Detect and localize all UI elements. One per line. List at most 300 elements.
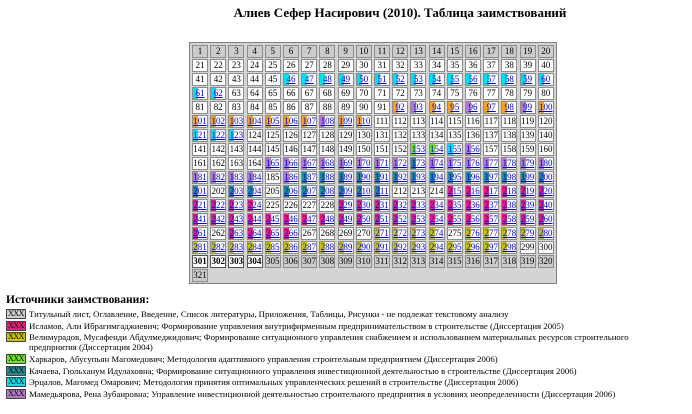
grid-cell-label: 123 (229, 130, 244, 140)
grid-cell-label: 281 (193, 242, 207, 252)
grid-cell-204[interactable] (247, 185, 263, 198)
grid-cell-86 (283, 101, 299, 114)
grid-cell-167[interactable] (301, 157, 317, 170)
grid-cell-label: 311 (375, 256, 389, 266)
grid-cell-83 (228, 101, 244, 114)
grid-cell-label: 57 (486, 74, 496, 84)
grid-cell-label: 312 (393, 256, 407, 266)
grid-cell-249[interactable] (338, 213, 354, 226)
grid-cell-label: 196 (466, 172, 480, 182)
grid-cell-165[interactable] (265, 157, 281, 170)
grid-cell-308 (319, 255, 335, 268)
grid-cell-130 (356, 129, 372, 142)
grid-cell-label: 17 (486, 46, 496, 56)
grid-cell-label: 49 (341, 74, 351, 84)
grid-cell-260[interactable] (538, 213, 554, 226)
grid-cell-label: 71 (377, 88, 387, 98)
grid-cell-18 (501, 45, 517, 58)
grid-cell-274[interactable] (429, 227, 445, 240)
grid-cell-222[interactable] (210, 199, 226, 212)
grid-cell-122[interactable] (210, 129, 226, 142)
grid-cell-142 (210, 143, 226, 156)
grid-cell-261[interactable] (192, 227, 208, 240)
grid-cell-259[interactable] (520, 213, 536, 226)
grid-cell-label: 172 (393, 158, 407, 168)
grid-cell-label: 55 (450, 74, 460, 84)
grid-cell-194[interactable] (429, 171, 445, 184)
grid-cell-273[interactable] (410, 227, 426, 240)
grid-cell-106[interactable] (283, 115, 299, 128)
grid-cell-146 (283, 143, 299, 156)
grid-cell-271[interactable] (374, 227, 390, 240)
grid-cell-label: 282 (211, 242, 225, 252)
grid-cell-label: 138 (502, 130, 517, 140)
grid-cell-277[interactable] (483, 227, 499, 240)
grid-cell-label: 27 (304, 60, 314, 70)
grid-cell-283[interactable] (228, 241, 244, 254)
grid-cell-255[interactable] (447, 213, 463, 226)
grid-cell-85 (265, 101, 281, 114)
grid-cell-170[interactable] (356, 157, 372, 170)
grid-cell-label: 147 (302, 144, 316, 154)
grid-cell-9 (338, 45, 354, 58)
grid-cell-248[interactable] (319, 213, 335, 226)
grid-cell-198[interactable] (501, 171, 517, 184)
grid-cell-65 (265, 87, 281, 100)
grid-cell-99[interactable] (520, 101, 536, 114)
grid-cell-label: 73 (413, 88, 423, 98)
grid-cell-label: 288 (320, 242, 335, 252)
grid-cell-258[interactable] (501, 213, 517, 226)
grid-cell-236[interactable] (465, 199, 481, 212)
grid-cell-191[interactable] (374, 171, 390, 184)
grid-cell-label: 290 (357, 242, 371, 252)
grid-cell-169[interactable] (338, 157, 354, 170)
grid-cell-182[interactable] (210, 171, 226, 184)
grid-cell-175[interactable] (447, 157, 463, 170)
grid-cell-244[interactable] (247, 213, 263, 226)
grid-cell-label: 284 (247, 242, 262, 252)
grid-cell-179[interactable] (520, 157, 536, 170)
grid-cell-93[interactable] (410, 101, 426, 114)
grid-cell-216[interactable] (465, 185, 481, 198)
grid-cell-label: 279 (520, 228, 535, 238)
grid-cell-label: 289 (338, 242, 353, 252)
source-color-swatch: XXX (6, 354, 26, 364)
grid-cell-label: 58 (504, 74, 514, 84)
grid-cell-34 (429, 59, 445, 72)
grid-cell-231[interactable] (374, 199, 390, 212)
grid-cell-282[interactable] (210, 241, 226, 254)
grid-cell-233[interactable] (410, 199, 426, 212)
grid-cell-183[interactable] (228, 171, 244, 184)
grid-cell-264[interactable] (247, 227, 263, 240)
grid-cell-label: 274 (429, 228, 444, 238)
grid-cell-54[interactable] (429, 73, 445, 86)
grid-cell-187[interactable] (301, 171, 317, 184)
grid-cell-51[interactable] (374, 73, 390, 86)
grid-cell-221[interactable] (192, 199, 208, 212)
grid-cell-label: 187 (302, 172, 316, 182)
grid-cell-label: 318 (502, 256, 517, 266)
grid-cell-label: 237 (484, 200, 498, 210)
grid-cell-label: 95 (450, 102, 460, 112)
grid-cell-229[interactable] (338, 199, 354, 212)
grid-cell-label: 152 (393, 144, 407, 154)
grid-cell-label: 5 (270, 46, 276, 56)
grid-cell-166[interactable] (283, 157, 299, 170)
grid-cell-284[interactable] (247, 241, 263, 254)
grid-cell-174[interactable] (429, 157, 445, 170)
grid-cell-label: 300 (539, 242, 553, 252)
grid-cell-label: 265 (266, 228, 280, 238)
grid-cell-203[interactable] (228, 185, 244, 198)
source-text: Велимурадов, Мусафенди Абдулмеджидович; Формирование ситуационного управления снабжением и использованием материальных ресурсов строительного (29, 332, 629, 342)
grid-cell-label: 153 (411, 144, 426, 154)
source-item (6, 332, 686, 352)
grid-cell-151 (374, 143, 390, 156)
grid-cell-label: 84 (250, 102, 260, 112)
grid-cell-60[interactable] (538, 73, 554, 86)
grid-cell-109[interactable] (338, 115, 354, 128)
grid-cell-19 (520, 45, 536, 58)
grid-cell-label: 243 (229, 214, 244, 224)
grid-cell-108[interactable] (319, 115, 335, 128)
grid-cell-label: 46 (286, 74, 296, 84)
grid-cell-155[interactable] (447, 143, 463, 156)
grid-cell-186[interactable] (283, 171, 299, 184)
grid-cell-211[interactable] (374, 185, 390, 198)
grid-cell-52[interactable] (392, 73, 408, 86)
grid-cell-192[interactable] (392, 171, 408, 184)
grid-cell-300 (538, 241, 554, 254)
grid-cell-label: 215 (448, 186, 462, 196)
grid-cell-98[interactable] (501, 101, 517, 114)
grid-cell-230[interactable] (356, 199, 372, 212)
grid-cell-label: 8 (325, 46, 330, 56)
grid-cell-label: 208 (320, 186, 335, 196)
grid-cell-153[interactable] (410, 143, 426, 156)
grid-cell-label: 56 (468, 74, 478, 84)
grid-cell-label: 26 (286, 60, 296, 70)
grid-cell-121[interactable] (192, 129, 208, 142)
grid-cell-220[interactable] (538, 185, 554, 198)
grid-cell-210[interactable] (356, 185, 372, 198)
grid-cell-label: 145 (266, 144, 280, 154)
grid-cell-95[interactable] (447, 101, 463, 114)
grid-cell-288[interactable] (319, 241, 335, 254)
grid-cell-280[interactable] (538, 227, 554, 240)
grid-cell-label: 270 (357, 228, 371, 238)
grid-cell-label: 32 (395, 60, 405, 70)
grid-cell-104[interactable] (247, 115, 263, 128)
grid-cell-291[interactable] (374, 241, 390, 254)
grid-cell-232[interactable] (392, 199, 408, 212)
grid-cell-168[interactable] (319, 157, 335, 170)
grid-cell-label: 254 (429, 214, 444, 224)
grid-cell-217[interactable] (483, 185, 499, 198)
grid-cell-247[interactable] (301, 213, 317, 226)
grid-cell-label: 96 (468, 102, 478, 112)
grid-cell-219[interactable] (520, 185, 536, 198)
grid-cell-181[interactable] (192, 171, 208, 184)
grid-cell-265[interactable] (265, 227, 281, 240)
grid-cell-47[interactable] (301, 73, 317, 86)
grid-cell-163 (228, 157, 244, 170)
grid-cell-100[interactable] (538, 101, 554, 114)
grid-cell-label: 205 (266, 186, 280, 196)
grid-cell-123[interactable] (228, 129, 244, 142)
grid-cell-218[interactable] (501, 185, 517, 198)
grid-cell-276[interactable] (465, 227, 481, 240)
grid-cell-102[interactable] (210, 115, 226, 128)
grid-cell-188[interactable] (319, 171, 335, 184)
grid-cell-239[interactable] (520, 199, 536, 212)
grid-cell-254[interactable] (429, 213, 445, 226)
grid-cell-253[interactable] (410, 213, 426, 226)
grid-cell-62[interactable] (210, 87, 226, 100)
grid-cell-126 (283, 129, 299, 142)
grid-cell-252[interactable] (392, 213, 408, 226)
grid-cell-97[interactable] (483, 101, 499, 114)
grid-cell-label: 116 (466, 116, 480, 126)
source-item (6, 366, 686, 376)
grid-cell-55[interactable] (447, 73, 463, 86)
grid-cell-319 (520, 255, 536, 268)
grid-cell-131 (374, 129, 390, 142)
grid-cell-289[interactable] (338, 241, 354, 254)
grid-cell-label: 132 (393, 130, 407, 140)
grid-cell-315 (447, 255, 463, 268)
grid-cell-290[interactable] (356, 241, 372, 254)
grid-cell-label: 41 (195, 74, 205, 84)
grid-cell-label: 268 (320, 228, 335, 238)
grid-cell-238[interactable] (501, 199, 517, 212)
grid-cell-label: 92 (395, 102, 405, 112)
grid-cell-242[interactable] (210, 213, 226, 226)
grid-cell-84 (247, 101, 263, 114)
grid-cell-74 (429, 87, 445, 100)
grid-cell-118 (501, 115, 517, 128)
source-text: Титульный лист, Оглавление, Введение, Список литературы, Приложения, Таблицы, Рисунки - не подлежат текстовому анализу (29, 309, 509, 319)
grid-cell-295[interactable] (447, 241, 463, 254)
grid-cell-label: 45 (268, 74, 278, 84)
grid-cell-154[interactable] (429, 143, 445, 156)
grid-cell-286[interactable] (283, 241, 299, 254)
grid-cell-110[interactable] (356, 115, 372, 128)
grid-cell-label: 280 (539, 228, 553, 238)
grid-cell-label: 246 (284, 214, 298, 224)
grid-cell-128 (319, 129, 335, 142)
grid-cell-292[interactable] (392, 241, 408, 254)
grid-cell-119 (520, 115, 536, 128)
grid-cell-label: 308 (320, 256, 335, 266)
grid-cell-177[interactable] (483, 157, 499, 170)
grid-cell-label: 252 (393, 214, 407, 224)
grid-cell-43 (228, 73, 244, 86)
grid-cell-171[interactable] (374, 157, 390, 170)
source-item (6, 389, 686, 399)
grid-cell-266[interactable] (283, 227, 299, 240)
grid-cell-213 (410, 185, 426, 198)
grid-cell-label: 14 (432, 46, 442, 56)
grid-cell-label: 146 (284, 144, 298, 154)
grid-cell-61[interactable] (192, 87, 208, 100)
grid-cell-92[interactable] (392, 101, 408, 114)
grid-cell-207[interactable] (301, 185, 317, 198)
source-text: Мамедьярова, Рена Зубаировна; Управление инвестиционной деятельностью строительного предприятия в условиях неопределенности (Диссертация 2006) (29, 388, 616, 399)
grid-cell-223[interactable] (228, 199, 244, 212)
grid-cell-250[interactable] (356, 213, 372, 226)
grid-cell-103[interactable] (228, 115, 244, 128)
grid-cell-296[interactable] (465, 241, 481, 254)
grid-cell-245[interactable] (265, 213, 281, 226)
grid-cell-156[interactable] (465, 143, 481, 156)
grid-cell-label: 236 (466, 200, 480, 210)
grid-cell-184[interactable] (247, 171, 263, 184)
grid-cell-20 (538, 45, 554, 58)
grid-cell-58[interactable] (501, 73, 517, 86)
grid-cell-268 (319, 227, 335, 240)
grid-cell-label: 126 (284, 130, 298, 140)
grid-cell-272[interactable] (392, 227, 408, 240)
grid-cell-195[interactable] (447, 171, 463, 184)
grid-cell-label: 90 (359, 102, 369, 112)
grid-cell-label: 212 (393, 186, 407, 196)
grid-cell-241[interactable] (192, 213, 208, 226)
grid-cell-246[interactable] (283, 213, 299, 226)
grid-cell-29 (338, 59, 354, 72)
grid-cell-105[interactable] (265, 115, 281, 128)
grid-cell-label: 163 (229, 158, 244, 168)
grid-cell-190[interactable] (356, 171, 372, 184)
grid-cell-56[interactable] (465, 73, 481, 86)
grid-cell-24 (247, 59, 263, 72)
grid-cell-59[interactable] (520, 73, 536, 86)
grid-cell-label: 303 (229, 256, 244, 266)
grid-cell-label: 176 (466, 158, 480, 168)
grid-cell-235[interactable] (447, 199, 463, 212)
grid-cell-185 (265, 171, 281, 184)
grid-cell-178[interactable] (501, 157, 517, 170)
grid-cell-111 (374, 115, 390, 128)
grid-cell-278[interactable] (501, 227, 517, 240)
grid-cell-101[interactable] (192, 115, 208, 128)
grid-cell-193[interactable] (410, 171, 426, 184)
grid-cell-label: 140 (539, 130, 553, 140)
grid-cell-200[interactable] (538, 171, 554, 184)
grid-cell-225 (265, 199, 281, 212)
grid-cell-287[interactable] (301, 241, 317, 254)
grid-cell-294[interactable] (429, 241, 445, 254)
grid-cell-240[interactable] (538, 199, 554, 212)
grid-cell-64 (247, 87, 263, 100)
grid-cell-257[interactable] (483, 213, 499, 226)
grid-cell-279[interactable] (520, 227, 536, 240)
grid-cell-107[interactable] (301, 115, 317, 128)
grid-cell-label: 67 (304, 88, 314, 98)
grid-cell-label: 7 (306, 46, 312, 56)
grid-cell-label: 34 (432, 60, 442, 70)
grid-cell-53[interactable] (410, 73, 426, 86)
grid-cell-197[interactable] (483, 171, 499, 184)
grid-cell-label: 316 (466, 256, 480, 266)
grid-cell-label: 216 (466, 186, 480, 196)
grid-cell-173[interactable] (410, 157, 426, 170)
grid-cell-10 (356, 45, 372, 58)
grid-cell-285[interactable] (265, 241, 281, 254)
grid-cell-298[interactable] (501, 241, 517, 254)
grid-cell-209[interactable] (338, 185, 354, 198)
grid-cell-140 (538, 129, 554, 142)
grid-cell-50[interactable] (356, 73, 372, 86)
grid-cell-16 (465, 45, 481, 58)
grid-cell-196[interactable] (465, 171, 481, 184)
grid-cell-label: 6 (288, 46, 294, 56)
grid-cell-label: 313 (411, 256, 426, 266)
grid-cell-263[interactable] (228, 227, 244, 240)
grid-cell-199[interactable] (520, 171, 536, 184)
grid-cell-237[interactable] (483, 199, 499, 212)
grid-cell-243[interactable] (228, 213, 244, 226)
grid-cell-311 (374, 255, 390, 268)
grid-cell-117 (483, 115, 499, 128)
grid-cell-124 (247, 129, 263, 142)
grid-cell-label: 125 (266, 130, 280, 140)
grid-cell-label: 317 (484, 256, 498, 266)
grid-cell-176[interactable] (465, 157, 481, 170)
grid-cell-label: 30 (359, 60, 369, 70)
grid-cell-94[interactable] (429, 101, 445, 114)
grid-cell-215[interactable] (447, 185, 463, 198)
grid-cell-label: 320 (539, 256, 553, 266)
grid-cell-297[interactable] (483, 241, 499, 254)
grid-cell-71 (374, 87, 390, 100)
grid-cell-224[interactable] (247, 199, 263, 212)
grid-cell-label: 11 (377, 46, 387, 56)
grid-cell-label: 217 (484, 186, 498, 196)
grid-cell-49[interactable] (338, 73, 354, 86)
grid-cell-201[interactable] (192, 185, 208, 198)
grid-cell-141 (192, 143, 208, 156)
grid-cell-57[interactable] (483, 73, 499, 86)
grid-cell-label: 197 (484, 172, 498, 182)
grid-cell-293[interactable] (410, 241, 426, 254)
grid-cell-33 (410, 59, 426, 72)
grid-cell-129 (338, 129, 354, 142)
grid-cell-label: 105 (266, 116, 280, 126)
source-color-swatch: XXX (6, 332, 26, 342)
grid-cell-label: 180 (539, 158, 553, 168)
grid-cell-46[interactable] (283, 73, 299, 86)
grid-cell-96[interactable] (465, 101, 481, 114)
grid-cell-113 (410, 115, 426, 128)
grid-cell-189[interactable] (338, 171, 354, 184)
grid-cell-206[interactable] (283, 185, 299, 198)
grid-cell-label: 283 (229, 242, 244, 252)
grid-cell-2 (210, 45, 226, 58)
sources-heading: Источники заимствования: (6, 294, 150, 306)
grid-cell-251[interactable] (374, 213, 390, 226)
grid-cell-256[interactable] (465, 213, 481, 226)
grid-cell-48[interactable] (319, 73, 335, 86)
grid-cell-208[interactable] (319, 185, 335, 198)
grid-cell-234[interactable] (429, 199, 445, 212)
grid-cell-281[interactable] (192, 241, 208, 254)
grid-cell-label: 264 (247, 228, 262, 238)
grid-cell-180[interactable] (538, 157, 554, 170)
grid-cell-172[interactable] (392, 157, 408, 170)
